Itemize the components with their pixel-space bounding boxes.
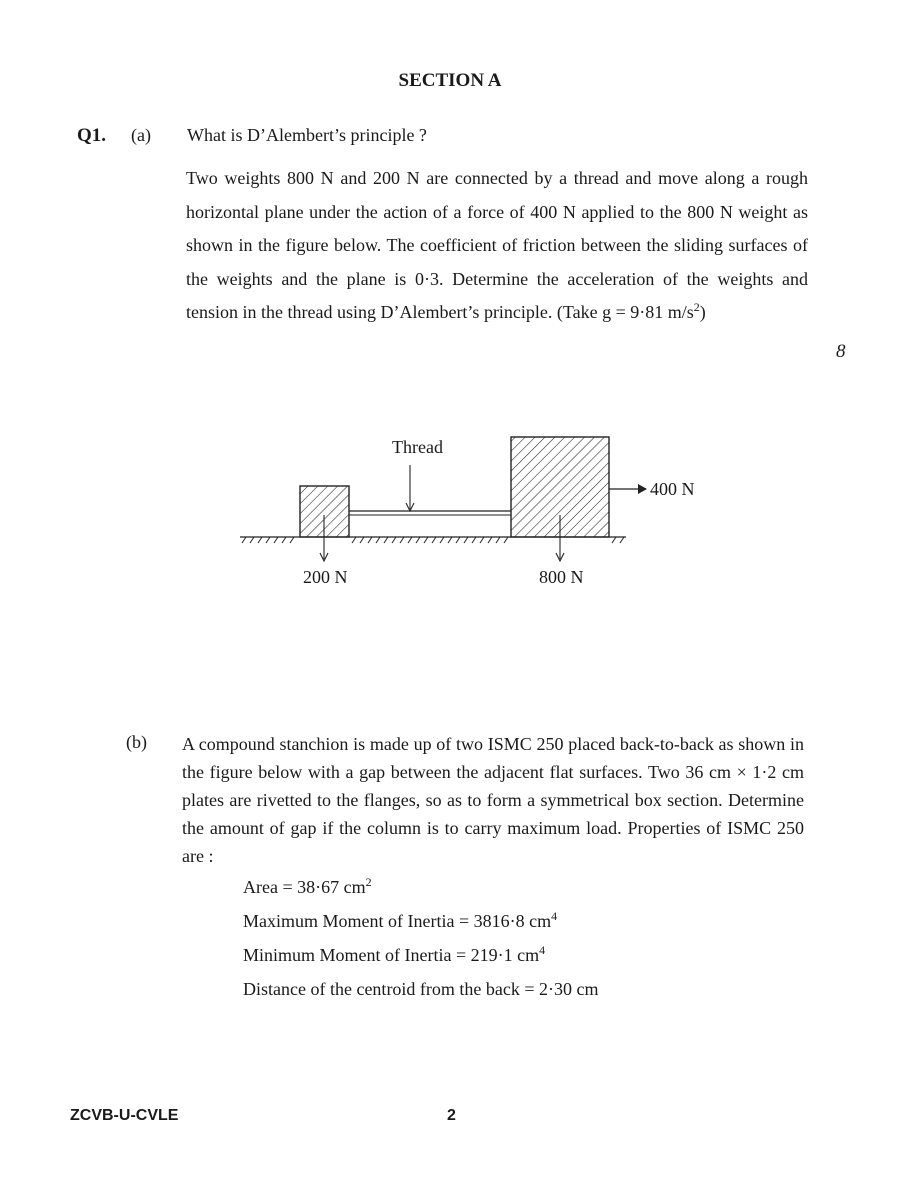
force-label: 400 N <box>650 479 695 499</box>
part-b-problem: A compound stanchion is made up of two ISMC 250 placed back-to-back as shown in the figure below with a gap between the adjacent flat surfaces. Two 36 cm × 1·2 cm plates are rivetted to the flanges, so as to form a symmetrical box section. Determine the amount of gap if the column is to carry maximum load. Properties of ISMC 250 are : <box>182 734 804 866</box>
ground-plane <box>240 537 626 543</box>
marks: 8 <box>836 341 846 362</box>
paper-code: ZCVB-U-CVLE <box>70 1107 179 1124</box>
part-a-question: What is D’Alembert’s principle ? <box>187 125 427 145</box>
part-a-problem-tail: ) <box>699 302 706 322</box>
property-min-moi: Minimum Moment of Inertia = 219·1 $cm^4$ <box>243 943 546 965</box>
part-a-problem-text: Two weights 800 N and 200 N are connected by a thread and move along a rough horizontal plane under the action of a force of 400 N applied to the 800 N weight as shown in the figure below. The coefficient of friction between the sliding surfaces of the weights and the plane is 0·3. Determine the acceleration of the weights and tension in the thread using D’Alembert’s principle. (Take g = 9·81 m/s <box>186 168 808 322</box>
part-b-label: (b) <box>126 732 147 752</box>
property-area: Area = 38·67 $cm^2$ <box>243 875 372 897</box>
page-number: 2 <box>447 1107 456 1124</box>
property-max-moi: Maximum Moment of Inertia = 3816·8 $cm^4$ <box>243 909 558 931</box>
small-weight-label: 200 N <box>303 567 348 587</box>
large-weight-label: 800 N <box>539 567 584 587</box>
part-a-problem <box>186 162 808 330</box>
question-number: Q1. <box>77 125 107 146</box>
part-a-label: (a) <box>131 125 151 145</box>
property-centroid-distance: Distance of the centroid from the back = 2·30 cm <box>243 979 599 999</box>
thread-label: Thread <box>392 437 443 457</box>
section-title: SECTION A <box>398 70 502 91</box>
weights-figure <box>230 425 710 600</box>
part-a-problem-sup: 2 <box>693 300 700 314</box>
